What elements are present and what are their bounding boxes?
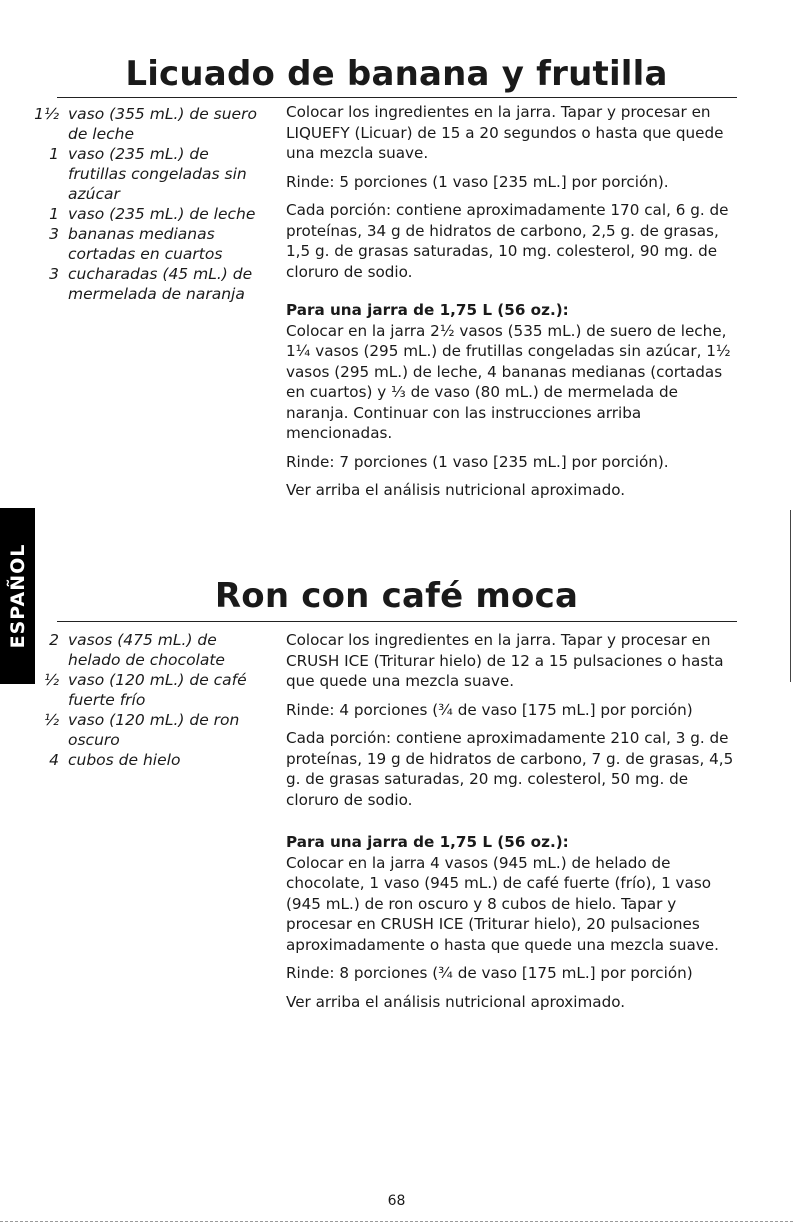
footer-line [0,1221,793,1222]
large-jar-text: Colocar en la jarra 2½ vasos (535 mL.) de suero de leche, 1¼ vasos (295 mL.) de frutillas congeladas sin azúcar, 1½ vasos (295 mL.) de leche, 4 bananas medianas (cortadas en cuartos) y ⅓ de vaso (80 mL.) de mermelada de naranja. Continuar con las instrucciones arriba mencionadas. [286,321,731,442]
ingredient-item [30,264,270,304]
ingredient-qty: ½ [43,671,59,689]
page-number: 68 [387,1193,406,1209]
recipe-body [286,102,738,509]
large-jar-heading: Para una jarra de 1,75 L (56 oz.): [286,833,569,851]
large-jar-heading: Para una jarra de 1,75 L (56 oz.): [286,301,569,319]
ingredient-qty: 3 [49,225,59,243]
ingredient-desc: cubos de hielo [68,751,181,769]
ingredient-desc: vaso (120 mL.) de ron oscuro [68,711,240,749]
ingredient-item [30,204,270,224]
large-jar-note: Ver arriba el análisis nutricional aproximado. [286,481,626,499]
large-jar-note: Ver arriba el análisis nutricional aproximado. [286,992,626,1011]
ingredient-item [30,710,270,750]
ingredient-qty: 3 [49,265,59,283]
recipe-body [286,630,738,1020]
yield: Rinde: 4 porciones (¾ de vaso [175 mL.] por porción) [286,700,693,719]
ingredient-list [30,104,270,304]
ingredient-desc: vaso (235 mL.) de leche [68,205,256,223]
ingredient-desc: vaso (355 mL.) de suero de leche [68,105,257,143]
ingredient-qty: 2 [49,631,59,649]
ingredient-item [30,144,270,204]
ingredient-item [30,750,270,770]
ingredient-desc: bananas medianas cortadas en cuartos [68,225,223,263]
title-rule [57,621,737,622]
ingredient-qty: ½ [43,711,59,729]
recipe-title: Licuado de banana y frutilla [125,54,668,94]
instructions: Colocar los ingredientes en la jarra. Tapar y procesar en LIQUEFY (Licuar) de 15 a 20 segundos o hasta que quede una mezcla suave. [286,103,724,162]
language-tab-label: ESPAÑOL [6,543,29,649]
ingredient-desc: vaso (120 mL.) de café fuerte frío [68,671,247,709]
large-jar-yield: Rinde: 7 porciones (1 vaso [235 mL.] por porción). [286,452,669,471]
ingredient-desc: vaso (235 mL.) de frutillas congeladas sin azúcar [68,145,247,203]
recipe-title: Ron con café moca [214,576,579,616]
large-jar-yield: Rinde: 8 porciones (¾ de vaso [175 mL.] por porción) [286,964,693,982]
nutrition: Cada porción: contiene aproximadamente 170 cal, 6 g. de proteínas, 34 g de hidratos de carbono, 2,5 g. de grasas, 1,5 g. de grasas saturadas, 10 mg. colesterol, 90 mg. de cloruro de sodio. [286,201,729,281]
instructions: Colocar los ingredientes en la jarra. Tapar y procesar en CRUSH ICE (Triturar hielo) de 12 a 15 pulsaciones o hasta que quede una mezcla suave. [286,631,724,690]
ingredient-item [30,224,270,264]
ingredient-item [30,104,270,144]
large-jar-text: Colocar en la jarra 4 vasos (945 mL.) de helado de chocolate, 1 vaso (945 mL.) de café fuerte (frío), 1 vaso (945 mL.) de ron oscuro y 8 cubos de hielo. Tapar y procesar en CRUSH ICE (Triturar hielo), 20 pulsaciones aproximadamente o hasta que quede una mezcla suave. [286,853,719,954]
nutrition: Cada porción: contiene aproximadamente 210 cal, 3 g. de proteínas, 19 g de hidratos de carbono, 7 g. de grasas, 4,5 g. de grasas saturadas, 20 mg. colesterol, 50 mg. de cloruro de sodio. [286,729,734,809]
ingredient-desc: cucharadas (45 mL.) de mermelada de naranja [68,265,253,303]
ingredient-item [30,630,270,670]
ingredient-desc: vasos (475 mL.) de helado de chocolate [68,631,225,669]
ingredient-qty: 1 [49,205,59,223]
ingredient-item [30,670,270,710]
ingredient-qty: 4 [49,751,59,769]
yield: Rinde: 5 porciones (1 vaso [235 mL.] por porción). [286,172,669,191]
ingredient-list [30,630,270,770]
ingredient-qty: 1½ [34,105,59,123]
ingredient-qty: 1 [49,145,59,163]
title-rule [57,97,737,98]
